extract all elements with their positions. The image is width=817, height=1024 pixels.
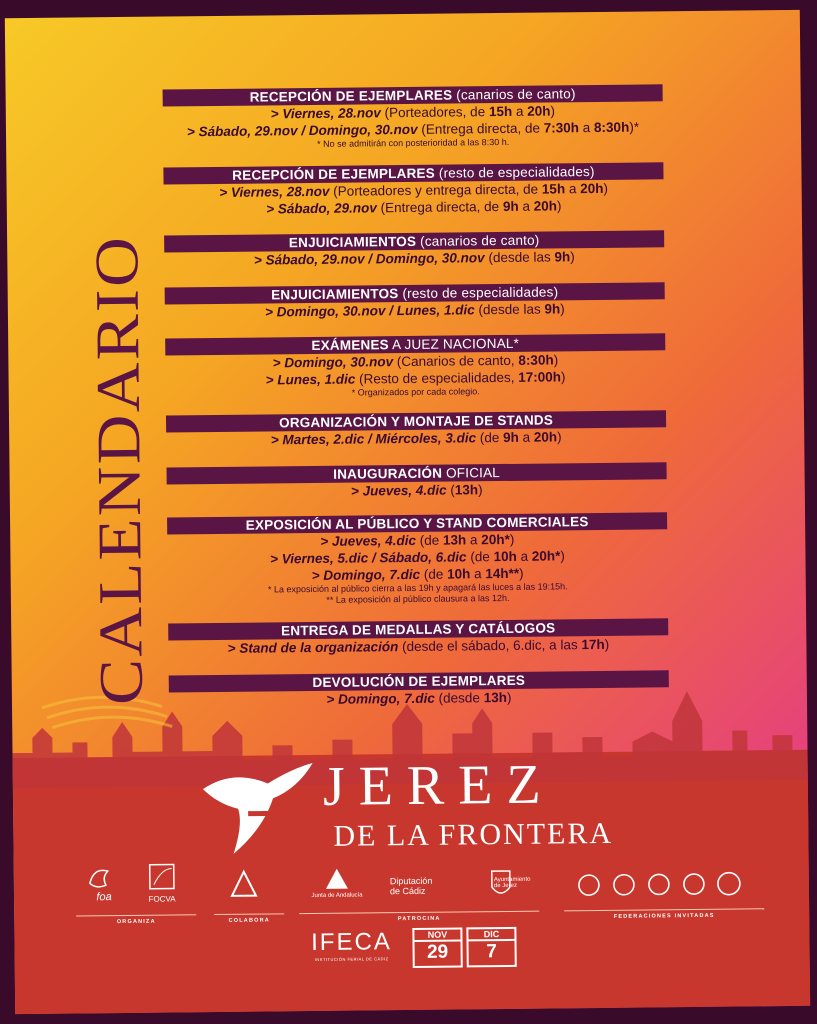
label-colabora: COLABORA	[228, 917, 270, 924]
schedule-line: > Jueves, 4.dic (13h)	[350, 482, 483, 499]
section-header-light: A JUEZ NACIONAL*	[388, 335, 520, 353]
schedule-note: * Organizados por cada colegio.	[351, 386, 480, 398]
schedule-section	[165, 333, 666, 400]
poster	[5, 10, 810, 1014]
schedule-section	[166, 410, 666, 449]
section-header-bold: ENJUICIAMIENTOS	[271, 286, 399, 303]
ifeca-sub: INSTITUCIÓN FERIAL DE CÁDIZ	[314, 956, 389, 962]
date-box-dic: DIC 7	[466, 927, 516, 968]
schedule-line: > Domingo, 7.dic (de 10h a 14h**)	[311, 565, 524, 584]
section-header-bold: ORGANIZACIÓN Y MONTAJE DE STANDS	[279, 412, 554, 431]
section-header-bold: INAUGURACIÓN	[333, 465, 443, 482]
label-organiza: ORGANIZA	[116, 918, 156, 926]
schedule-line: > Sábado, 29.nov / Domingo, 30.nov (Entrega directa, de 7:30h a 8:30h)*	[186, 119, 640, 140]
federation-logos	[574, 868, 754, 902]
schedule-line: > Stand de la organización (desde el sábado, 6.dic, a las 17h)	[227, 636, 610, 656]
section-header-light: (canarios de canto)	[416, 232, 540, 249]
section-header-bold: ENTREGA DE MEDALLAS Y CATÁLOGOS	[281, 620, 556, 639]
schedule-line: > Domingo, 30.nov / Lunes, 1.dic (desde las 9h)	[264, 301, 565, 320]
section-header-bold: RECEPCIÓN DE EJEMPLARES	[249, 87, 453, 105]
section-header-bold: EXPOSICIÓN AL PÚBLICO Y STAND COMERCIALES	[245, 514, 589, 533]
schedule-note: ** La exposición al público clausura a las 12h.	[326, 592, 510, 605]
junta-andalucia-logo: Junta de Andalucía	[302, 866, 372, 899]
schedule-line: > Domingo, 30.nov (Canarios de canto, 8:30h)	[272, 352, 559, 371]
schedule-line: > Jueves, 4.dic (de 13h a 20h*)	[320, 531, 515, 549]
section-header-light: (resto de especialidades)	[398, 284, 559, 302]
section-header-bold: DEVOLUCIÓN DE EJEMPLARES	[312, 672, 526, 691]
label-federaciones: FEDERACIONES INVITADAS	[613, 912, 715, 920]
colabora-logo	[224, 866, 264, 904]
brand-frontera: DE LA FRONTERA	[333, 816, 614, 853]
focva-logo: FOCVA	[142, 862, 182, 903]
section-header-light: OFICIAL	[442, 465, 501, 481]
schedule-section	[165, 282, 665, 321]
schedule-line: > Viernes, 28.nov (Porteadores y entrega directa, de 15h a 20h)	[219, 180, 608, 200]
schedule-line: > Viernes, 28.nov (Porteadores, de 15h a 20h)	[270, 103, 556, 122]
section-header-light: (resto de especialidades)	[434, 164, 595, 181]
schedule-section	[163, 84, 664, 151]
jerez-logo	[192, 747, 633, 862]
ifeca-logo	[306, 928, 396, 962]
bird-emblem-icon	[193, 758, 324, 859]
ayuntamiento-jerez-logo: Ayuntamiento de Jerez	[466, 869, 536, 902]
section-header-bold: EXÁMENES	[311, 337, 389, 353]
schedule-line: > Sábado, 29.nov / Domingo, 30.nov (desde las 9h)	[253, 249, 575, 268]
schedule-section	[167, 462, 667, 501]
calendar-vertical-title	[75, 227, 170, 708]
schedule-section	[167, 512, 668, 607]
schedule-line: > Sábado, 29.nov (Entrega directa, de 9h a 20h)	[266, 198, 562, 217]
brand-jerez: JEREZ	[322, 753, 555, 818]
section-header-bold: ENJUICIAMIENTOS	[288, 233, 417, 251]
svg-text:CALENDARIO: CALENDARIO	[83, 281, 157, 706]
diputacion-cadiz-logo: Diputación de Cádiz	[389, 875, 433, 897]
schedule-line: > Martes, 2.dic / Miércoles, 3.dic (de 9h a 20h)	[270, 429, 562, 448]
schedule-line: > Viernes, 5.dic / Sábado, 6.dic (de 10h a 20h*)	[269, 548, 565, 567]
schedule-section	[163, 162, 664, 218]
schedule-line: > Lunes, 1.dic (Resto de especialidades, 17:00h)	[265, 369, 566, 388]
schedule-line: > Domingo, 7.dic (desde 13h)	[326, 689, 512, 707]
ifeca-name: IFECA	[311, 928, 392, 957]
schedule-section	[169, 670, 669, 709]
label-patrocina: PATROCINA	[397, 915, 441, 923]
schedule-note: * No se admitirán con posterioridad a las 8:30 h.	[317, 136, 510, 149]
foa-logo: foa	[84, 863, 124, 903]
schedule-section	[164, 230, 664, 269]
schedule-note: * La exposición al público cierra a las 19h y apagará las luces a las 19:15h.	[267, 581, 568, 595]
section-header-bold: RECEPCIÓN DE EJEMPLARES	[232, 165, 435, 183]
section-header-light: (canarios de canto)	[452, 86, 576, 103]
date-box-nov: NOV 29	[412, 927, 462, 968]
schedule-section	[168, 618, 668, 657]
